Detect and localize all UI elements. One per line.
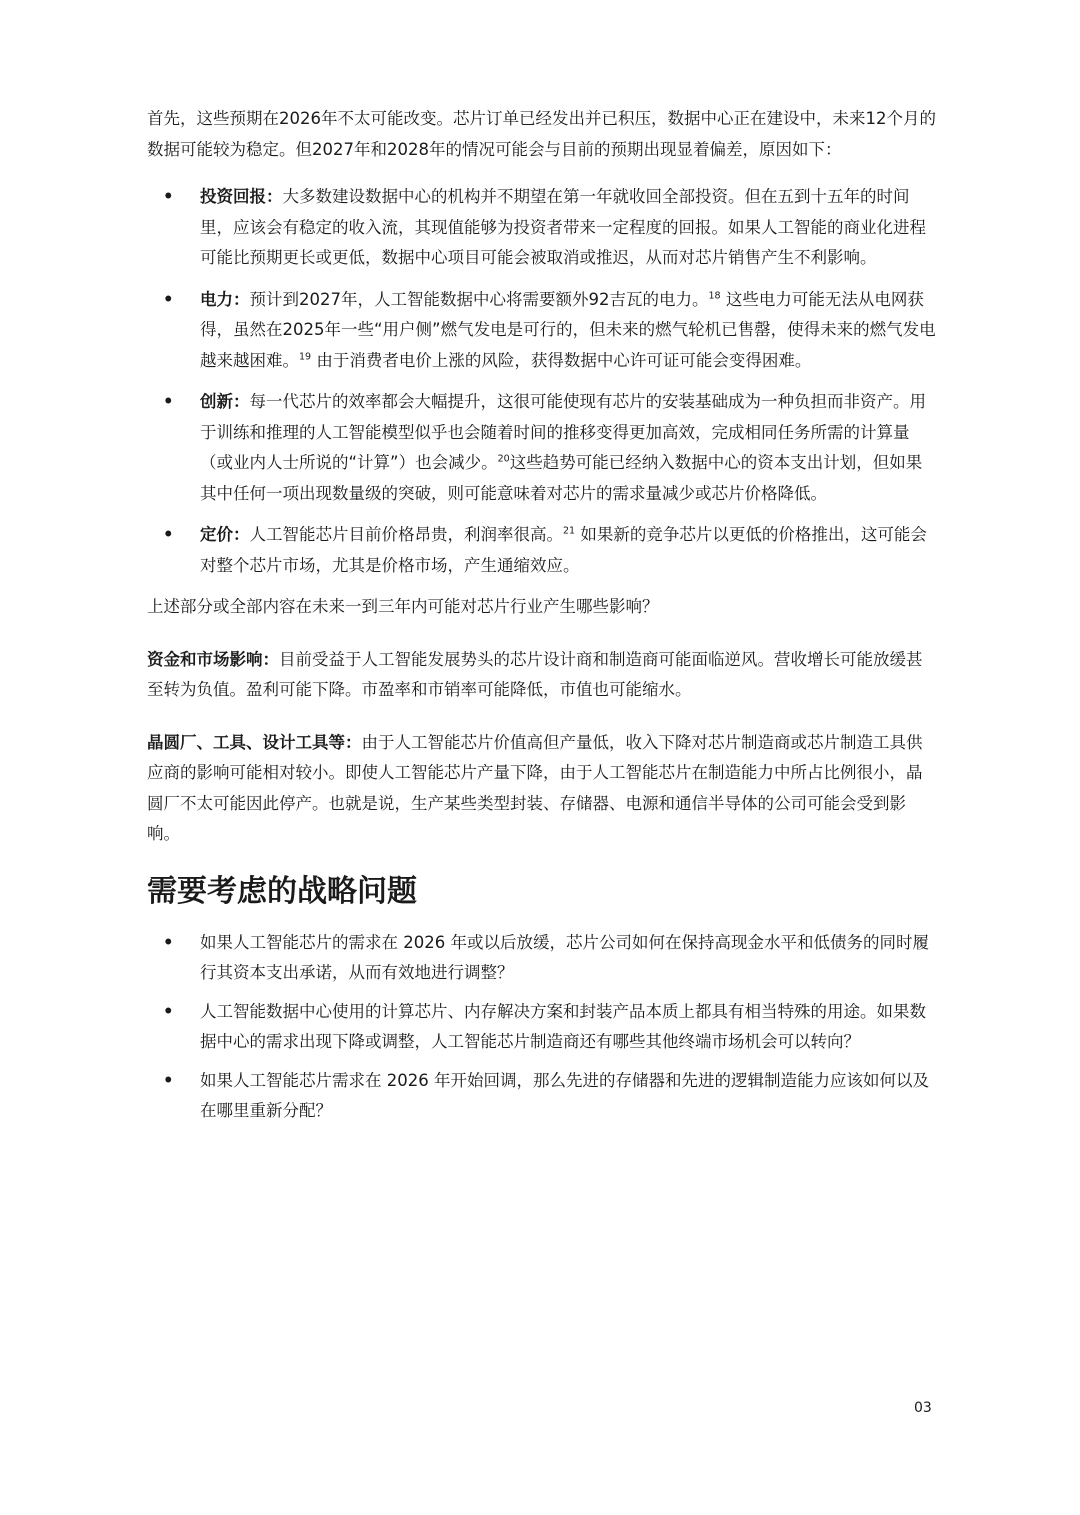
factor-list: [147, 182, 937, 581]
item-text: 人工智能数据中心使用的计算芯片、内存解决方案和封装产品本质上都具有相当特殊的用途。如果数据中心的需求出现下降或调整，人工智能芯片制造商还有哪些其他终端市场机会可以转向？: [200, 1001, 926, 1051]
impact-funding-market: [147, 645, 937, 706]
list-item-power: [147, 285, 937, 377]
question-paragraph: 上述部分或全部内容在未来一到三年内可能对芯片行业产生哪些影响？: [147, 597, 659, 616]
bullet-icon: •: [163, 1070, 174, 1090]
item-text: 这些趋势可能已经纳入数据中心的资本支出计划，但如果其中任何一项出现数量级的突破，则可能意味着对芯片的需求量减少或芯片价格降低。: [200, 453, 923, 503]
item-text: 这些电力可能无法从电网获得，虽然在2025年一些“用户侧”燃气发电是可行的，但未来的燃气轮机已售罄，使得未来的燃气发电越来越困难。: [200, 289, 936, 370]
impact-fabs-tools: [147, 728, 937, 850]
section-heading: 需要考虑的战略问题: [147, 873, 417, 909]
intro-paragraph: 首先，这些预期在2026年不太可能改变。芯片订单已经发出并已积压，数据中心正在建设中，未来12个月的数据可能较为稳定。但2027年和2028年的情况可能会与目前的预期出现显着偏差，原因如下：: [147, 109, 936, 159]
page-number: 03: [914, 1400, 932, 1416]
strategic-question-list: [147, 928, 937, 1127]
list-item-investment-return: [147, 182, 937, 274]
term-label: 晶圆厂、工具、设计工具等：: [147, 732, 362, 752]
footnote-ref: 21: [563, 525, 576, 537]
list-item-pricing: [147, 520, 937, 581]
bullet-icon: •: [163, 525, 174, 544]
footnote-ref: 19: [299, 351, 312, 362]
list-item: [147, 997, 937, 1058]
bullet-icon: •: [163, 289, 174, 309]
item-text: 大多数建设数据中心的机构并不期望在第一年就收回全部投资。但在五到十五年的时间里，应该会有稳定的收入流，其现值能够为投资者带来一定程度的回报。如果人工智能的商业化进程可能比预期更长或更低，数据中心项目可能会被取消或推迟，从而对芯片销售产生不利影响。: [200, 187, 926, 267]
impact-text: 由于人工智能芯片价值高但产量低，收入下降对芯片制造商或芯片制造工具供应商的影响可能相对较小。即使人工智能芯片产量下降，由于人工智能芯片在制造能力中所占比例很小，晶圆厂不太可能因此停产。也就是说，生产某些类型封装、存储器、电源和通信半导体的公司可能会受到影响。: [147, 732, 923, 843]
bullet-icon: •: [163, 932, 174, 952]
item-text: 如果人工智能芯片需求在 2026 年开始回调，那么先进的存储器和先进的逻辑制造能力应该如何以及在哪里重新分配？: [200, 1070, 929, 1120]
bullet-icon: •: [163, 187, 174, 206]
item-text: 由于消费者电价上涨的风险，获得数据中心许可证可能会变得困难。: [311, 350, 812, 370]
list-item-innovation: [147, 387, 937, 509]
list-item: [147, 1066, 937, 1127]
item-text: 预计到2027年，人工智能数据中心将需要额外92吉瓦的电力。: [249, 289, 709, 309]
page-content: [147, 104, 937, 1137]
item-text: 每一代芯片的效率都会大幅提升，这很可能使现有芯片的安装基础成为一种负担而非资产。用于训练和推理的人工智能模型似乎也会随着时间的推移变得更加高效，完成相同任务所需的计算量（或业内人士所说的“计算”）也会减少。: [200, 392, 926, 472]
bullet-icon: •: [163, 392, 174, 411]
bullet-icon: •: [163, 1001, 174, 1021]
footnote-ref: 20: [497, 453, 510, 465]
item-text: 人工智能芯片目前价格昂贵，利润率很高。: [249, 525, 563, 544]
term-label: 定价：: [200, 525, 250, 544]
item-text: 如果人工智能芯片的需求在 2026 年或以后放缓，芯片公司如何在保持高现金水平和低债务的同时履行其资本支出承诺，从而有效地进行调整？: [200, 932, 929, 982]
impact-text: 目前受益于人工智能发展势头的芯片设计商和制造商可能面临逆风。营收增长可能放缓甚至转为负值。盈利可能下降。市盈率和市销率可能降低，市值也可能缩水。: [147, 649, 923, 699]
term-label: 电力：: [200, 289, 250, 309]
term-label: 投资回报：: [200, 187, 283, 206]
term-label: 资金和市场影响：: [147, 649, 279, 669]
term-label: 创新：: [200, 392, 250, 411]
list-item: [147, 928, 937, 989]
footnote-ref: 18: [708, 290, 721, 301]
item-text: 如果新的竞争芯片以更低的价格推出，这可能会对整个芯片市场，尤其是价格市场，产生通缩效应。: [200, 525, 927, 575]
